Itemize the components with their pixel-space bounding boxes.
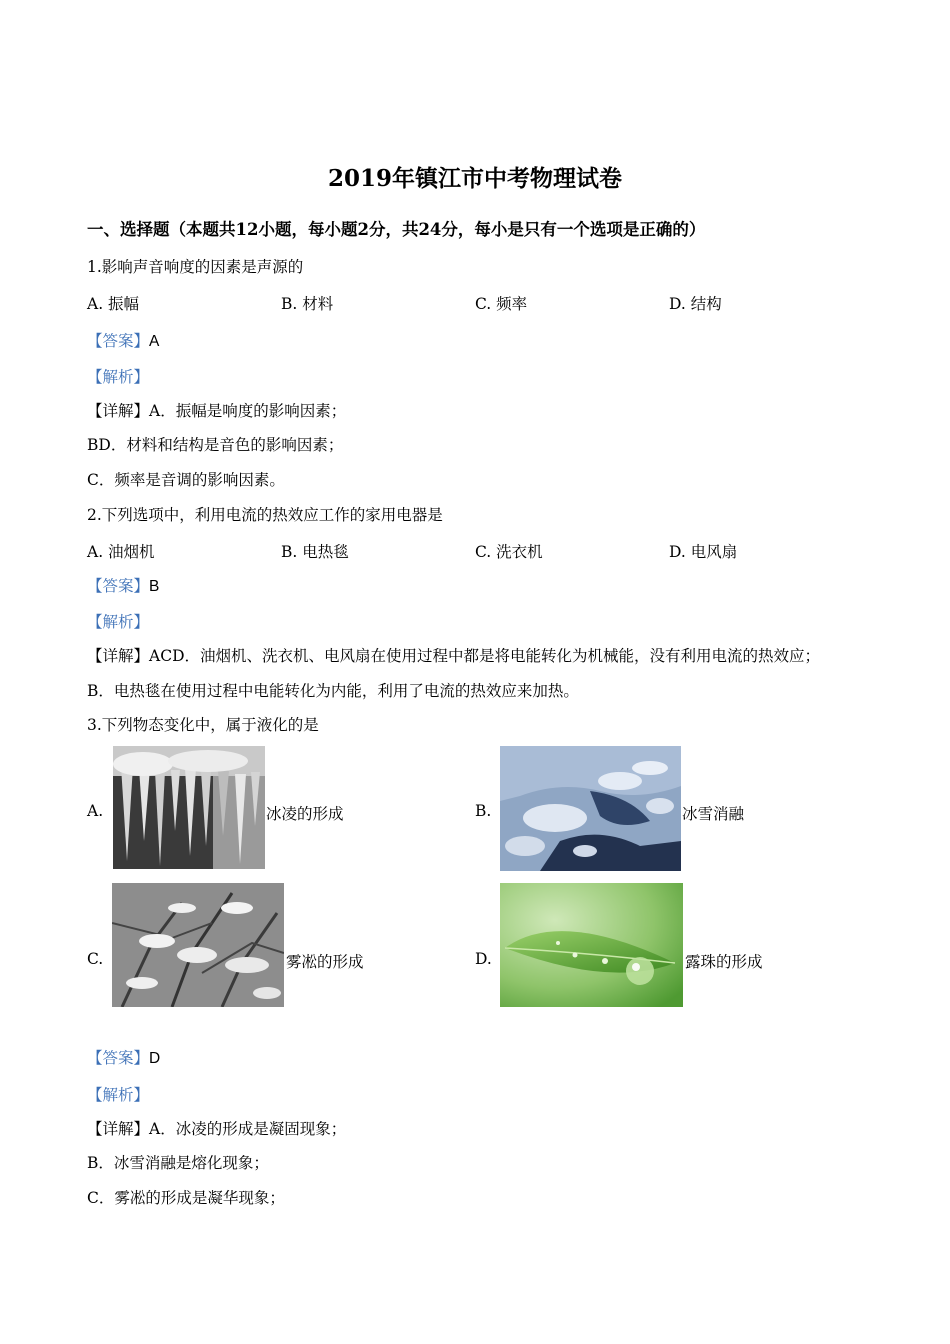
q2-option-c: C. 洗衣机 xyxy=(475,543,543,561)
q3-detail-line-1 xyxy=(87,1117,346,1139)
q3-option-d-caption: 露珠的形成 xyxy=(685,953,763,971)
q2-answer-line xyxy=(87,574,159,596)
q3-detail-text: A．冰凌的形成是凝固现象； xyxy=(149,1120,347,1138)
detail-tag: 【详解】 xyxy=(87,647,150,665)
q1-option-b: B. 材料 xyxy=(281,295,334,313)
icicle-photo xyxy=(113,746,265,869)
q2-option-a: A. 油烟机 xyxy=(87,543,155,561)
q2-option-d: D. 电风扇 xyxy=(669,543,738,561)
answer-tag: 【答案】 xyxy=(87,577,150,595)
q2-option-b: B. 电热毯 xyxy=(281,543,349,561)
section-heading: 一、选择题（本题共12小题，每小题2分，共24分，每小是只有一个选项是正确的） xyxy=(87,220,706,239)
dew-leaf-photo xyxy=(500,883,683,1007)
q3-option-c-letter: C. xyxy=(87,950,104,968)
q3-detail-line-3: C．雾凇的形成是凝华现象； xyxy=(87,1189,285,1207)
question-2-stem: 2.下列选项中，利用电流的热效应工作的家用电器是 xyxy=(87,506,443,524)
q3-answer: D xyxy=(149,1050,161,1067)
q2-detail-line-1 xyxy=(87,644,820,666)
detail-tag: 【详解】 xyxy=(87,1120,150,1138)
page-title: 2019年镇江市中考物理试卷 xyxy=(327,165,622,192)
detail-tag: 【详解】 xyxy=(87,402,150,420)
q3-option-b-letter: B. xyxy=(475,802,492,820)
q3-option-c-caption: 雾凇的形成 xyxy=(286,953,364,971)
q1-option-d: D. 结构 xyxy=(669,295,722,313)
q1-detail-line-2: BD．材料和结构是音色的影响因素； xyxy=(87,436,344,454)
q2-detail-line-2: B．电热毯在使用过程中电能转化为内能，利用了电流的热效应来加热。 xyxy=(87,682,579,700)
q1-answer: A xyxy=(149,333,160,350)
question-1-stem: 1.影响声音响度的因素是声源的 xyxy=(87,258,304,276)
q1-detail-line-3: C．频率是音调的影响因素。 xyxy=(87,471,285,489)
rime-photo xyxy=(112,883,284,1007)
q3-analysis-tag: 【解析】 xyxy=(87,1086,150,1104)
q1-detail-line-1 xyxy=(87,399,346,421)
q1-answer-line xyxy=(87,329,159,351)
q1-detail-text: A．振幅是响度的影响因素； xyxy=(149,402,347,420)
answer-tag: 【答案】 xyxy=(87,1049,150,1067)
q3-option-a-caption: 冰凌的形成 xyxy=(266,805,344,823)
q3-option-d-letter: D. xyxy=(475,950,492,968)
q1-analysis-tag: 【解析】 xyxy=(87,368,150,386)
q1-option-a: A. 振幅 xyxy=(87,295,140,313)
q2-detail-text: ACD．油烟机、洗衣机、电风扇在使用过程中都是将电能转化为机械能，没有利用电流的热效应； xyxy=(149,647,820,665)
q1-option-c: C. 频率 xyxy=(475,295,528,313)
q2-analysis-tag: 【解析】 xyxy=(87,613,150,631)
q3-option-b-caption: 冰雪消融 xyxy=(682,805,745,823)
q3-answer-line xyxy=(87,1046,160,1068)
question-3-stem: 3.下列物态变化中，属于液化的是 xyxy=(87,716,319,734)
q3-option-a-letter: A. xyxy=(87,802,104,820)
q3-detail-line-2: B．冰雪消融是熔化现象； xyxy=(87,1154,269,1172)
q2-answer: B xyxy=(149,578,160,595)
melting-ice-photo xyxy=(500,746,681,871)
answer-tag: 【答案】 xyxy=(87,332,150,350)
